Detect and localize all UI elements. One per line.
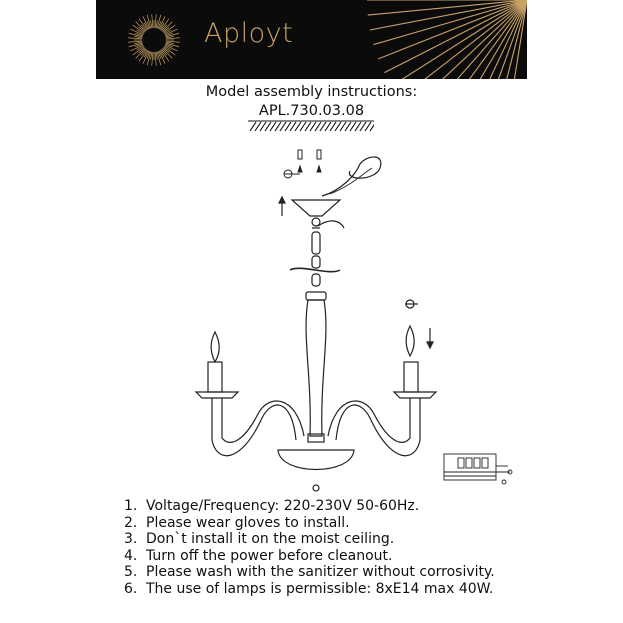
screw-anchor-icon <box>284 150 321 178</box>
ceiling-hatch-icon <box>248 120 374 132</box>
right-arm <box>336 398 420 456</box>
left-arm <box>212 398 296 456</box>
list-item: 4. Turn off the power before cleanout. <box>124 547 393 564</box>
brand-name: Aployt <box>204 18 294 49</box>
chain-link <box>312 232 320 254</box>
canopy <box>292 200 340 216</box>
sun-logo-icon <box>128 14 180 66</box>
supply-wire <box>322 157 381 196</box>
list-item: 1. Voltage/Frequency: 220-230V 50-60Hz. <box>124 498 420 514</box>
model-number: APL.730.03.08 <box>258 103 365 119</box>
central-column <box>306 300 326 436</box>
sunburst-rays <box>367 0 527 79</box>
list-item: 6. The use of lamps is permissible: 8xE14 max 40W. <box>124 580 494 597</box>
sunburst-decoration <box>96 0 527 79</box>
bottom-bowl <box>278 450 354 470</box>
list-item: 2. Please wear gloves to install. <box>124 514 350 531</box>
page-title: Model assembly instructions: <box>205 84 418 100</box>
right-candle-bulb <box>406 326 414 356</box>
instructions-list <box>124 498 495 598</box>
chandelier-diagram <box>0 136 623 496</box>
left-candle-bulb <box>211 332 219 362</box>
list-item: 3. Don`t install it on the moist ceiling. <box>124 531 395 548</box>
brand-banner <box>96 0 527 79</box>
list-item: 5. Please wash with the sanitizer without corrosivity. <box>124 564 495 581</box>
terminal-block-wiring-icon <box>444 454 512 484</box>
